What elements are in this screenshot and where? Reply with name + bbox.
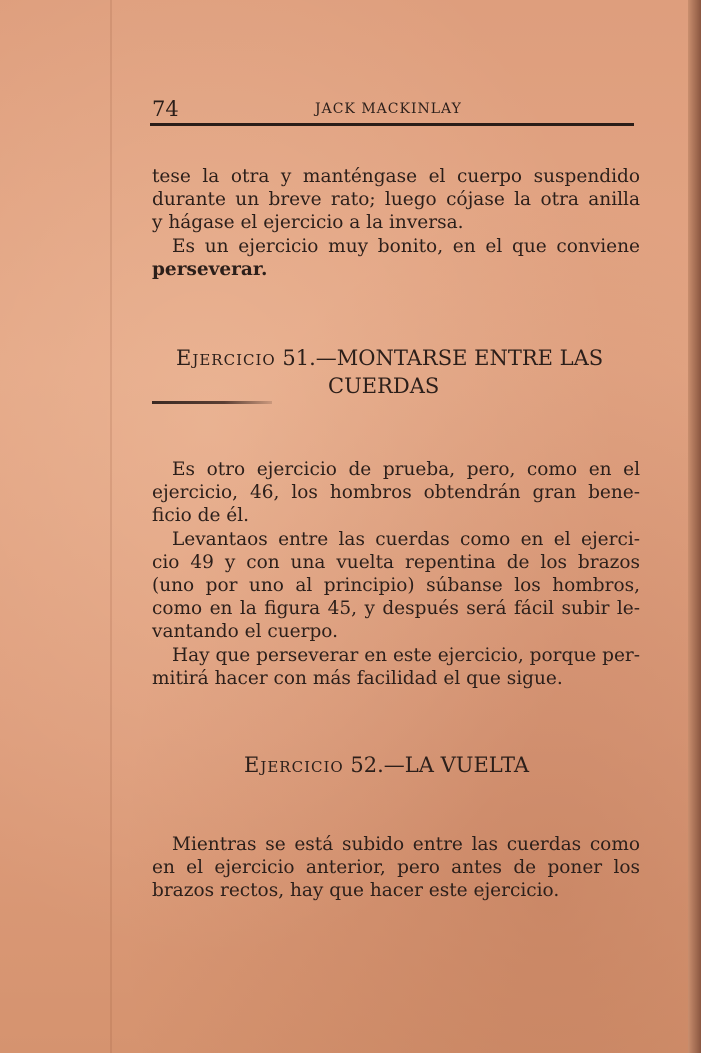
title-rule bbox=[152, 401, 272, 404]
text-line: tese la otra y manténgase el cuerpo suspendido bbox=[152, 166, 640, 187]
text-line: mitirá hacer con más facilidad el que sigue. bbox=[152, 667, 563, 689]
header-rule bbox=[150, 123, 634, 126]
text-line: como en la figura 45, y después será fácil subir le- bbox=[152, 598, 640, 620]
exercise-52-body bbox=[152, 833, 640, 903]
text-line: brazos rectos, hay que hacer este ejercicio. bbox=[152, 880, 560, 902]
continuation-paragraph bbox=[152, 165, 640, 281]
text-line: vantando el cuerpo. bbox=[152, 621, 338, 643]
text-line: y hágase el ejercicio a la inversa. bbox=[152, 212, 464, 234]
running-head: JACK MACKINLAY bbox=[315, 101, 462, 117]
text-line: perseverar. bbox=[152, 258, 268, 280]
text-line: Mientras se está subido entre las cuerdas como bbox=[172, 834, 640, 855]
text-line: Es un ejercicio muy bonito, en el que conviene bbox=[172, 235, 640, 257]
page-header bbox=[152, 96, 634, 122]
text-line: cio 49 y con una vuelta repentina de los brazos bbox=[152, 551, 640, 573]
text-line: ejercicio, 46, los hombros obtendrán gran bene- bbox=[152, 482, 640, 504]
text-line: Es otro ejercicio de prueba, pero, como en el bbox=[172, 459, 640, 480]
exercise-51-body bbox=[152, 458, 640, 690]
text-line: (uno por uno al principio) súbanse los hombros, bbox=[152, 575, 640, 597]
exercise-label: Ejercicio bbox=[244, 753, 344, 777]
exercise-title-line: 51.—MONTARSE ENTRE LAS bbox=[282, 346, 604, 370]
text-line: ficio de él. bbox=[152, 505, 250, 527]
page-edge bbox=[688, 0, 701, 1053]
exercise-52-heading bbox=[244, 751, 529, 779]
exercise-title-line: CUERDAS bbox=[328, 374, 440, 398]
text-line: en el ejercicio anterior, pero antes de poner los bbox=[152, 857, 640, 879]
exercise-title: 52.—LA VUELTA bbox=[350, 753, 530, 777]
text-line: durante un breve rato; luego cójase la otra anilla bbox=[152, 189, 640, 211]
text-line: Levantaos entre las cuerdas como en el ejerci- bbox=[172, 528, 640, 550]
exercise-label: Ejercicio bbox=[176, 346, 276, 370]
page-number: 74 bbox=[152, 97, 179, 121]
text-line: Hay que perseverar en este ejercicio, porque per- bbox=[172, 644, 640, 666]
